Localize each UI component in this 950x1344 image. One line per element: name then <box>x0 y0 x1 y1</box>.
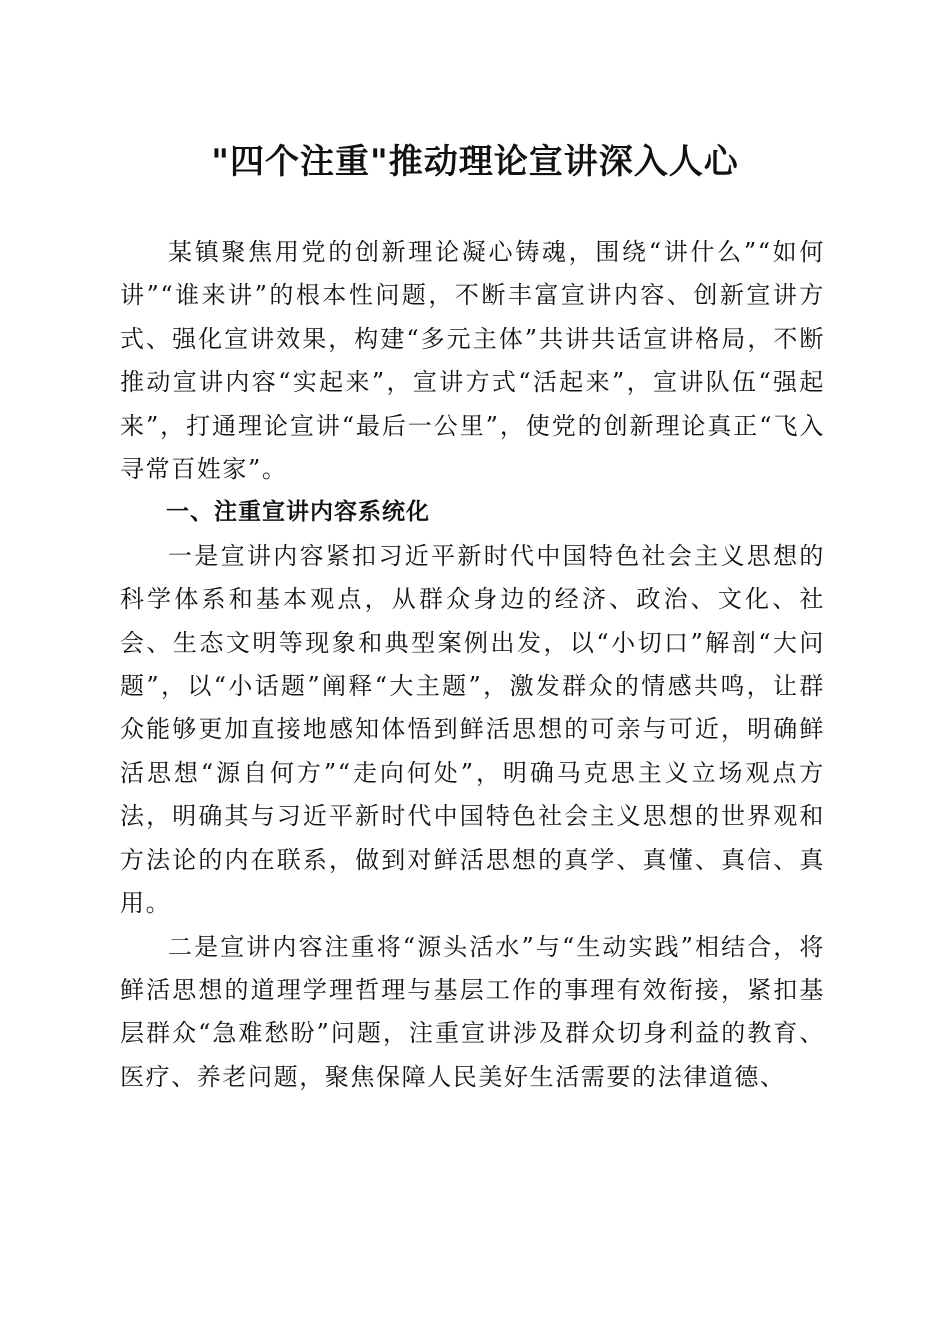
body-paragraph-1: 一是宣讲内容紧扣习近平新时代中国特色社会主义思想的科学体系和基本观点，从群众身边的经济、政治、文化、社会、生态文明等现象和典型案例出发，以“小切口”解剖“大问题”，以“小话题”阐释“大主题”，激发群众的情感共鸣，让群众能够更加直接地感知体悟到鲜活思想的可亲与可近，明确鲜活思想“源自何方”“走向何处”，明确马克思主义立场观点方法，明确其与习近平新时代中国特色社会主义思想的世界观和方法论的内在联系，做到对鲜活思想的真学、真懂、真信、真用。 <box>120 541 825 918</box>
document-body <box>120 231 825 1099</box>
intro-paragraph: 某镇聚焦用党的创新理论凝心铸魂，围绕“讲什么”“如何讲”“谁来讲”的根本性问题，不断丰富宣讲内容、创新宣讲方式、强化宣讲效果，构建“多元主体”共讲共话宣讲格局，不断推动宣讲内容“实起来”，宣讲方式“活起来”，宣讲队伍“强起来”，打通理论宣讲“最后一公里”，使党的创新理论真正“飞入寻常百姓家”。 <box>120 238 825 484</box>
section-heading: 一、注重宣讲内容系统化 <box>166 499 430 526</box>
body-paragraph-2: 二是宣讲内容注重将“源头活水”与“生动实践”相结合，将鲜活思想的道理学理哲理与基层工作的事理有效衔接，紧扣基层群众“急难愁盼”问题，注重宣讲涉及群众切身利益的教育、医疗、养老问题，聚焦保障人民美好生活需要的法律道德、 <box>120 932 825 1091</box>
document-title: "四个注重"推动理论宣讲深入人心 <box>211 142 739 182</box>
